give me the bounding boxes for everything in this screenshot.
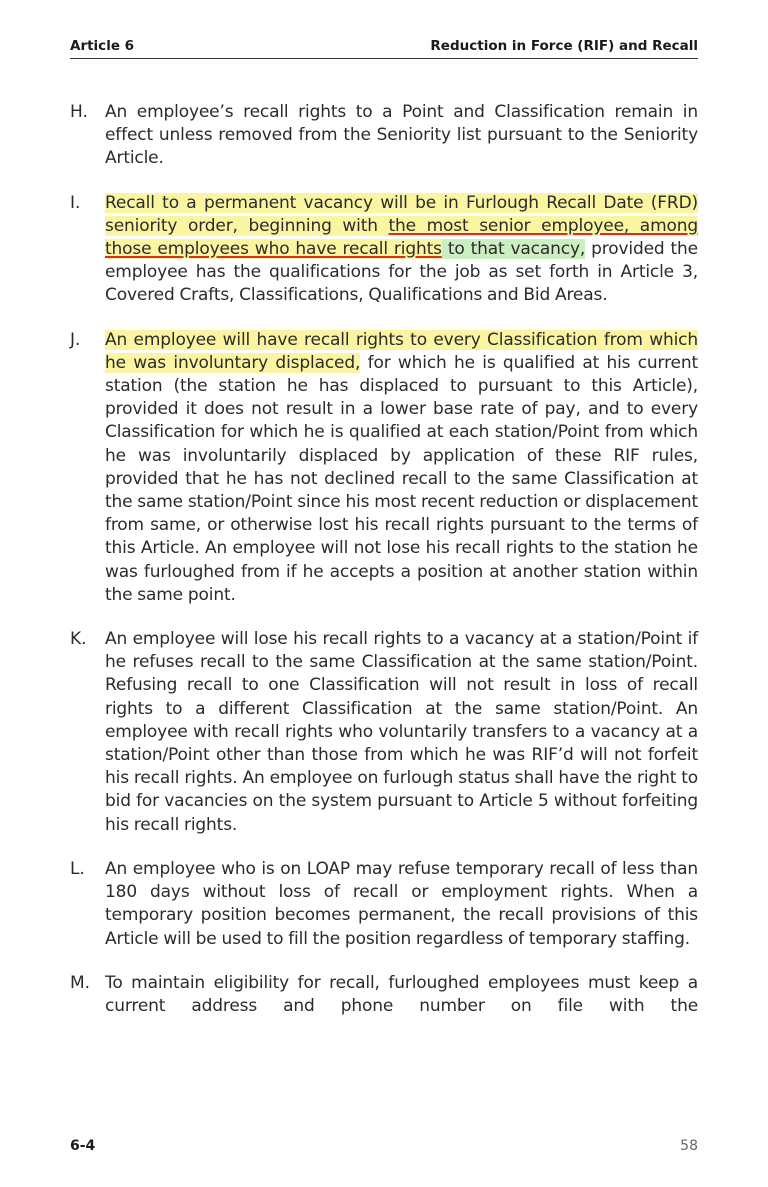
clause-i <box>70 192 698 308</box>
clause-text: An employee who is on LOAP may refuse temporary recall of less than 180 days without loss of recall or employment rights. When a temporary position becomes permanent, the recall provisions of this Article will be used to fill the position regardless of temporary staffing. <box>105 858 698 949</box>
clause-text-rest: provided the employee has the qualifications for the job as set forth in Article 3, Covered Crafts, Classifications, Qualifications and Bid Areas. <box>105 239 698 306</box>
clause-letter: I. <box>70 192 81 213</box>
section-number: 6-4 <box>70 1138 96 1154</box>
highlight-green: to that vacancy, <box>441 239 586 260</box>
clause-letter: H. <box>70 102 88 122</box>
clause-text-rest: for which he is qualified at his current station (the station he has displaced to pursuant to this Article), provided it does not result in a lower base rate of pay, and to every Classification for which he is qualified at each station/Point from which he was involuntarily displaced by application of these RIF rules, provided that he has not declined recall to the same Classification at the same station/Point since his most recent reduction or displacement from same, or otherwise lost his recall rights pursuant to the terms of this Article. An employee will not lose his recall rights to the station he was furloughed from if he accepts a position at another station within the same point. <box>105 352 698 605</box>
clause-text <box>105 192 698 308</box>
clause-letter: K. <box>70 629 87 650</box>
clause-h <box>70 101 698 171</box>
clause-text <box>105 329 698 607</box>
clause-letter: M. <box>70 972 91 993</box>
highlight-underlined: the most senior employee, among those employees who have recall rights <box>105 215 698 260</box>
page-footer <box>70 1138 698 1154</box>
clause-text: To maintain eligibility for recall, furloughed employees must keep a current address and phone number on file with the <box>105 972 698 1016</box>
clause-j <box>70 329 698 607</box>
header-article: Article 6 <box>70 38 135 54</box>
clause-m <box>70 972 698 1018</box>
clause-letter: L. <box>70 858 85 879</box>
clause-letter: J. <box>70 329 81 350</box>
clause-text: An employee will lose his recall rights to a vacancy at a station/Point if he refuses recall to the same Classification at the same station/Point. Refusing recall to one Classification will not result in loss of recall rights to a different Classification at the same station/Point. An employee with recall rights who voluntarily transfers to a vacancy at a station/Point other than those from which he was RIF’d will not forfeit his recall rights. An employee on furlough status shall have the right to bid for vacancies on the system pursuant to Article 5 without forfeiting his recall rights. <box>105 629 698 835</box>
document-body <box>70 101 698 1039</box>
clause-text: An employee’s recall rights to a Point and Classification remain in effect unless removed from the Seniority list pursuant to the Seniority Article. <box>105 102 698 169</box>
clause-k <box>70 628 698 837</box>
page-header <box>70 38 698 59</box>
header-title: Reduction in Force (RIF) and Recall <box>430 38 698 54</box>
highlight-yellow: An employee will have recall rights to every Classification from which he was involuntary displaced, <box>105 329 698 373</box>
clause-l <box>70 858 698 951</box>
highlight-yellow: Recall to a permanent vacancy will be in Furlough Recall Date (FRD) seniority order, beginning with <box>105 192 698 236</box>
page-number: 58 <box>680 1138 698 1154</box>
